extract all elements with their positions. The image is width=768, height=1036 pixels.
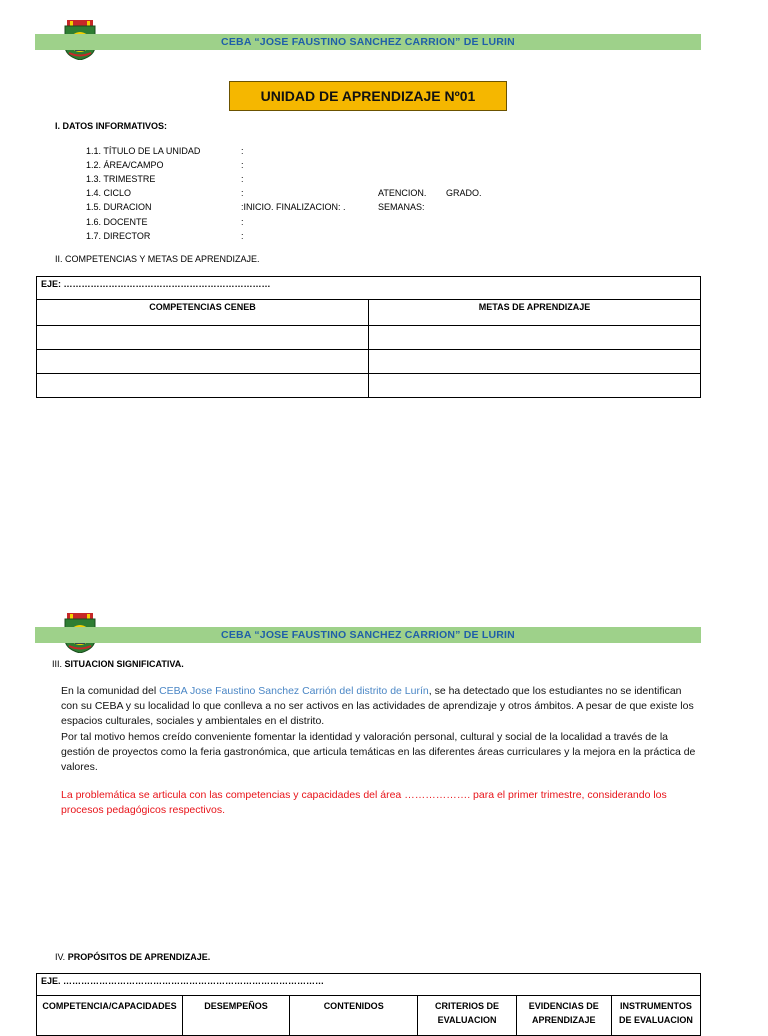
section3-heading xyxy=(52,659,184,669)
table-cell[interactable] xyxy=(369,350,701,374)
propositos-header-row xyxy=(37,996,701,1036)
table-cell[interactable] xyxy=(369,326,701,350)
propositos-table xyxy=(36,973,701,1036)
info-row xyxy=(86,144,506,158)
col-header: DESEMPEÑOS xyxy=(183,996,290,1036)
table-row xyxy=(37,326,701,350)
info-extra: ATENCION. xyxy=(378,188,427,198)
info-value: :INICIO. FINALIZACION: . xyxy=(241,202,346,212)
info-row xyxy=(86,200,506,214)
info-label: 1.1. TÍTULO DE LA UNIDAD xyxy=(86,146,201,156)
school-name: CEBA “JOSE FAUSTINO SANCHEZ CARRION” DE LURIN xyxy=(221,36,515,48)
info-value: : xyxy=(241,146,244,156)
info-label: 1.7. DIRECTOR xyxy=(86,231,151,241)
table-row xyxy=(37,374,701,398)
eje-label: EJE: …………………………………………………………… xyxy=(41,279,271,289)
info-row xyxy=(86,172,506,186)
info-label: 1.2. ÁREA/CAMPO xyxy=(86,160,164,170)
col-metas: METAS DE APRENDIZAJE xyxy=(369,300,701,326)
p1-text-a: En la comunidad del xyxy=(61,685,160,697)
p2-text: Por tal motivo hemos creído conveniente fomentar la identidad y valoración personal, cultural y social de la localidad a través de la gestión de proyectos como la feria gastronómica, que articula temáticas en las diferentes áreas curriculares y la mejora en la práctica de valores. xyxy=(61,730,696,774)
section4-title: PROPÓSITOS DE APRENDIZAJE. xyxy=(67,952,211,962)
info-extra: GRADO. xyxy=(446,188,482,198)
table-cell[interactable] xyxy=(37,374,369,398)
table-cell[interactable] xyxy=(37,350,369,374)
p1-text-b: , se ha detectado que los estudiantes no se identifican con su CEBA y su localidad lo que conlleva a no ser activos en las actividades de aprendizaje y otros ámbitos. A pesar de que existe los espacios culturales, sociales y ambientales en el distrito. xyxy=(61,685,694,728)
section3-title: SITUACION SIGNIFICATIVA. xyxy=(64,659,184,669)
section3-num: III. xyxy=(52,659,63,669)
info-value: : xyxy=(241,231,244,241)
info-value: : xyxy=(241,217,244,227)
situacion-paragraph-1 xyxy=(61,684,701,775)
col-competencias: COMPETENCIAS CENEB xyxy=(37,300,369,326)
info-label: 1.5. DURACION xyxy=(86,202,152,212)
info-row xyxy=(86,215,506,229)
col-header: INSTRUMENTOS DE EVALUACION xyxy=(611,996,700,1036)
info-extra: SEMANAS: xyxy=(378,202,425,212)
info-label: 1.3. TRIMESTRE xyxy=(86,174,156,184)
situacion-paragraph-red: La problemática se articula con las competencias y capacidades del área ………………. para el primer trimestre, considerando los procesos pedagógicos respectivos. xyxy=(61,789,667,817)
competencias-table xyxy=(36,276,701,398)
table-cell[interactable] xyxy=(369,374,701,398)
section4-num: IV. xyxy=(55,952,66,962)
school-name: CEBA “JOSE FAUSTINO SANCHEZ CARRION” DE LURIN xyxy=(221,629,515,641)
ceba-link[interactable]: CEBA Jose Faustino Sanchez Carrión del distrito de Lurín xyxy=(159,685,429,697)
unit-title: UNIDAD DE APRENDIZAJE Nº01 xyxy=(260,88,476,104)
info-value: : xyxy=(241,174,244,184)
school-banner xyxy=(35,34,701,50)
info-row xyxy=(86,158,506,172)
col-header: EVIDENCIAS DE APRENDIZAJE xyxy=(516,996,611,1036)
section4-heading xyxy=(55,952,210,962)
col-header: COMPETENCIA/CAPACIDADES xyxy=(37,996,183,1036)
col-header: CONTENIDOS xyxy=(290,996,418,1036)
unit-title-box xyxy=(229,81,507,111)
section2-heading: II. COMPETENCIAS Y METAS DE APRENDIZAJE. xyxy=(55,254,260,264)
info-row xyxy=(86,229,506,243)
table-row xyxy=(37,350,701,374)
eje-label: EJE. …………………………………………………………………………… xyxy=(41,976,325,986)
info-value: : xyxy=(241,160,244,170)
info-value: : xyxy=(241,188,244,198)
school-banner xyxy=(35,627,701,643)
table-cell[interactable] xyxy=(37,326,369,350)
col-header: CRITERIOS DE EVALUACION xyxy=(418,996,516,1036)
info-label: 1.4. CICLO xyxy=(86,188,132,198)
info-label: 1.6. DOCENTE xyxy=(86,217,148,227)
section1-heading: I. DATOS INFORMATIVOS: xyxy=(55,121,167,131)
eje-cell xyxy=(37,974,701,996)
info-row xyxy=(86,186,506,200)
eje-cell xyxy=(37,277,701,300)
